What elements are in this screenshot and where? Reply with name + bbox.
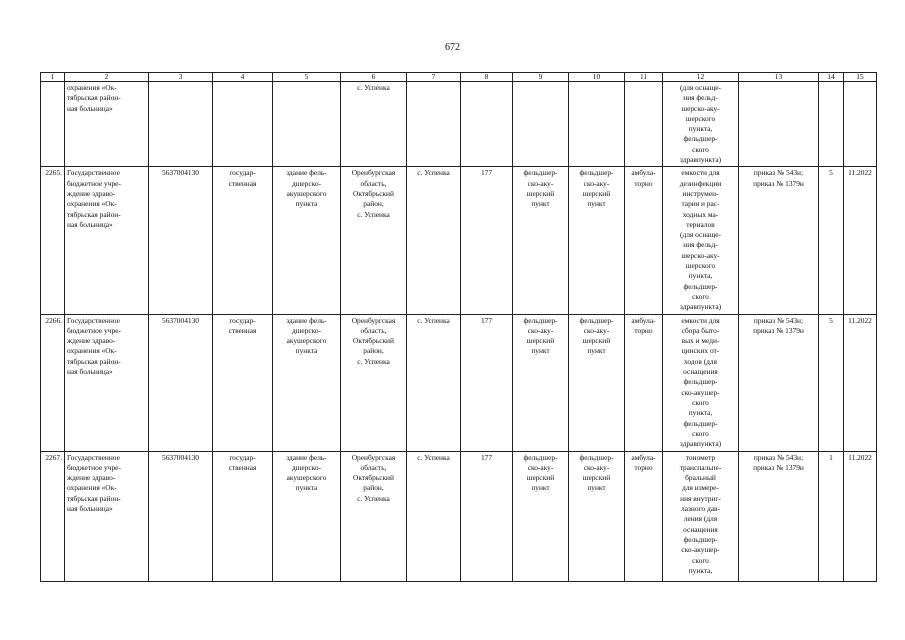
cell-care	[625, 82, 663, 167]
header-cell: 10	[569, 73, 625, 82]
cell-date: 11.2022	[844, 451, 877, 581]
cell-type10: фельдшер- ско-аку- шерский пункт	[569, 167, 625, 314]
cell-locality: с. Успенка	[407, 167, 461, 314]
page-number: 672	[445, 42, 460, 53]
header-cell: 2	[65, 73, 149, 82]
cell-address: Оренбургская область, Октябрьский район, с. Успенка	[341, 167, 407, 314]
cell-care: амбула- торно	[625, 314, 663, 451]
cell-inn: 5637004130	[149, 314, 213, 451]
cell-num	[41, 82, 65, 167]
cell-inn: 5637004130	[149, 167, 213, 314]
cell-care: амбула- торно	[625, 167, 663, 314]
cell-org: Государственное бюджетное учре- ждение здраво- охранения «Ок- тябрьская район- ная больница»	[65, 167, 149, 314]
cell-building	[273, 82, 341, 167]
cell-order	[739, 82, 819, 167]
cell-type10	[569, 82, 625, 167]
cell-building: здание фель- дшерско- акушерского пункта	[273, 314, 341, 451]
header-cell: 14	[819, 73, 844, 82]
cell-ownership: государ- ственная	[213, 167, 273, 314]
cell-qty: 5	[819, 167, 844, 314]
header-cell: 1	[41, 73, 65, 82]
cell-equipment: (для оснаще- ния фельд- шерско-аку- шерского пункта, фельдшер- ского здравпункта)	[663, 82, 739, 167]
header-cell: 5	[273, 73, 341, 82]
cell-org: охранения «Ок- тябрьская район- ная больница»	[65, 82, 149, 167]
header-cell: 15	[844, 73, 877, 82]
cell-org: Государственное бюджетное учре- ждение здраво- охранения «Ок- тябрьская район- ная больница»	[65, 314, 149, 451]
cell-num: 2267.	[41, 451, 65, 581]
cell-date: 11.2022	[844, 314, 877, 451]
cell-qty: 1	[819, 451, 844, 581]
table-row	[41, 167, 877, 314]
cell-type9: фельдшер- ско-аку- шерский пункт	[513, 451, 569, 581]
cell-building: здание фель- дшерско- акушерского пункта	[273, 451, 341, 581]
cell-inn: 5637004130	[149, 451, 213, 581]
header-cell: 11	[625, 73, 663, 82]
header-cell: 4	[213, 73, 273, 82]
cell-code: 177	[461, 314, 513, 451]
cell-type10: фельдшер- ско-аку- шерский пункт	[569, 451, 625, 581]
cell-building: здание фель- дшерско- акушерского пункта	[273, 167, 341, 314]
header-cell: 3	[149, 73, 213, 82]
cell-inn	[149, 82, 213, 167]
cell-code: 177	[461, 451, 513, 581]
cell-type9	[513, 82, 569, 167]
cell-equipment: емкости для сбора быто- вых и меди- цинских от- ходов (для оснащения фельдшер- ско-акушер- ского пункта, фельдшер- ского здравпункта)	[663, 314, 739, 451]
cell-type10: фельдшер- ско-аку- шерский пункт	[569, 314, 625, 451]
cell-locality	[407, 82, 461, 167]
cell-order: приказ № 543н; приказ № 1379н	[739, 314, 819, 451]
cell-org: Государственное бюджетное учре- ждение здраво- охранения «Ок- тябрьская район- ная больница»	[65, 451, 149, 581]
registry-table	[40, 72, 877, 582]
table-row	[41, 314, 877, 451]
cell-address: с. Успенка	[341, 82, 407, 167]
cell-locality: с. Успенка	[407, 451, 461, 581]
table-row	[41, 451, 877, 581]
cell-date: 11.2022	[844, 167, 877, 314]
continuation-row	[41, 82, 877, 167]
cell-type9: фельдшер- ско-аку- шерский пункт	[513, 167, 569, 314]
cell-locality: с. Успенка	[407, 314, 461, 451]
cell-ownership	[213, 82, 273, 167]
cell-code	[461, 82, 513, 167]
header-cell: 6	[341, 73, 407, 82]
cell-address: Оренбургская область, Октябрьский район, с. Успенка	[341, 451, 407, 581]
cell-ownership: государ- ственная	[213, 314, 273, 451]
cell-ownership: государ- ственная	[213, 451, 273, 581]
cell-equipment: тонометр транспальпе- бральный для измере- ния внутриг- лазного дав- ления (для оснащения фельдшер- ско-акушер- ского пункта,	[663, 451, 739, 581]
header-cell: 13	[739, 73, 819, 82]
header-cell: 7	[407, 73, 461, 82]
header-cell: 8	[461, 73, 513, 82]
cell-care: амбула- торно	[625, 451, 663, 581]
cell-code: 177	[461, 167, 513, 314]
header-cell: 12	[663, 73, 739, 82]
cell-address: Оренбургская область, Октябрьский район, с. Успенка	[341, 314, 407, 451]
cell-order: приказ № 543н; приказ № 1379н	[739, 167, 819, 314]
cell-num: 2266.	[41, 314, 65, 451]
cell-type9: фельдшер- ско-аку- шерский пункт	[513, 314, 569, 451]
cell-qty: 5	[819, 314, 844, 451]
cell-num: 2265.	[41, 167, 65, 314]
cell-equipment: емкости для дезинфекции инструмен- тария и рас- ходных ма- териалов (для оснаще- ния фельд- шерско-аку- шерского пункта, фельдшер- ского здравпункта)	[663, 167, 739, 314]
cell-order: приказ № 543н; приказ № 1379н	[739, 451, 819, 581]
header-row	[41, 73, 877, 82]
cell-date	[844, 82, 877, 167]
header-cell: 9	[513, 73, 569, 82]
cell-qty	[819, 82, 844, 167]
